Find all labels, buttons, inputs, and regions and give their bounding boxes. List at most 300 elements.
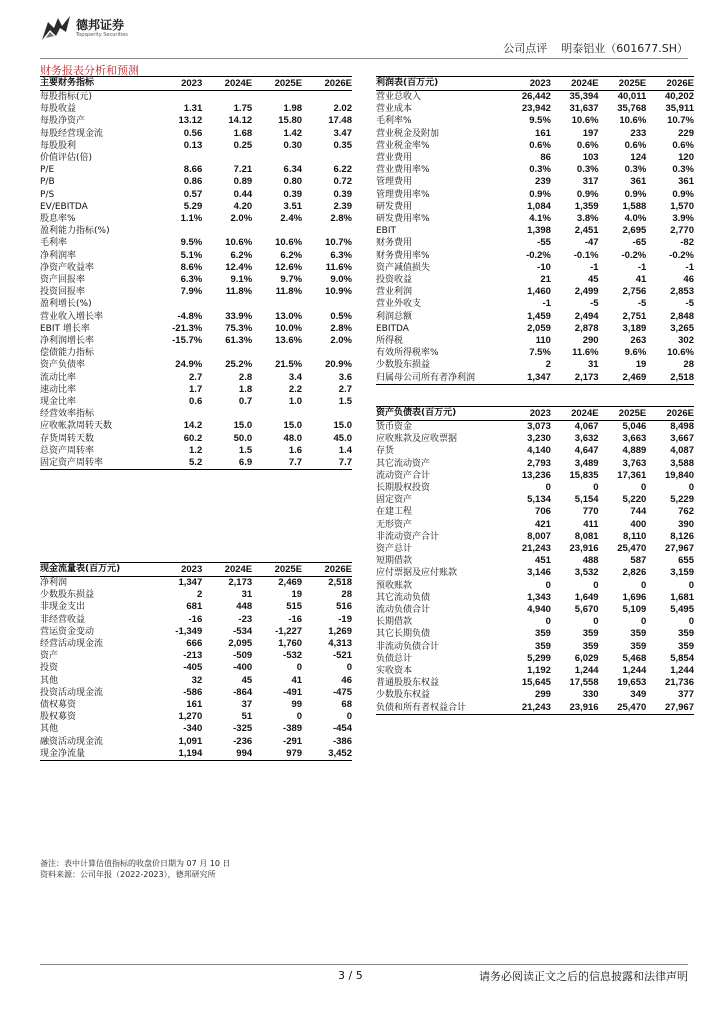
cell-value: 3.47 [333, 127, 352, 139]
cell-value: 31,637 [569, 103, 599, 115]
cell-value [202, 298, 252, 310]
row-label: EBITDA [376, 323, 409, 334]
cell-value: -16 [288, 613, 303, 625]
cell-value: 1.8 [238, 383, 253, 395]
table-row [376, 250, 694, 262]
table-row [376, 152, 694, 164]
cell-value [252, 225, 302, 237]
cell-value: -340 [183, 723, 203, 735]
table-row [376, 458, 694, 470]
cell-value: 17.48 [328, 115, 352, 127]
cell-value [152, 347, 202, 359]
cell-value: 1.5 [238, 444, 253, 456]
row-label: 存货 [376, 446, 395, 457]
row-label: 营业外收支 [376, 299, 422, 310]
table-row [376, 580, 694, 592]
cell-value: 0.9% [672, 188, 694, 200]
cell-value: 124 [630, 152, 647, 164]
table-row [40, 650, 352, 662]
cell-value: 0.9% [529, 188, 551, 200]
cell-value: 45 [241, 674, 253, 686]
cell-value: 23,916 [551, 702, 599, 715]
table-row [40, 626, 352, 638]
cell-value: 233 [630, 127, 647, 139]
table-row [376, 213, 694, 225]
cell-value: 2 [545, 359, 551, 371]
table-row [40, 176, 352, 188]
cell-value: -1 [542, 298, 551, 310]
cell-value: 229 [678, 127, 694, 139]
cell-value [302, 91, 352, 104]
brand-name-cn: 德邦证券 [76, 17, 125, 32]
row-label: EBIT [376, 226, 397, 237]
row-label: 固定资产 [376, 495, 413, 506]
table-row [40, 323, 352, 335]
cell-value: 3,763 [622, 457, 647, 469]
cell-value: 9.5% [180, 237, 203, 249]
cell-value: 0 [688, 482, 694, 494]
row-label: 负债和所有者权益合计 [376, 702, 503, 715]
cell-value: 4,940 [527, 604, 551, 616]
row-label: 资产回报率 [40, 275, 86, 286]
cell-value: 3,189 [622, 322, 647, 334]
cell-value: 0 [346, 662, 352, 674]
table-row [376, 335, 694, 347]
cell-value: -236 [233, 735, 253, 747]
cell-value: 317 [582, 176, 599, 188]
cell-value: 11.6% [572, 347, 599, 359]
table-row [376, 128, 694, 140]
cell-value: 8,081 [574, 530, 599, 542]
cell-value: 1,244 [574, 665, 599, 677]
table-row [376, 482, 694, 494]
cell-value [302, 298, 352, 310]
cell-value: 8,007 [527, 530, 551, 542]
cell-value: -5 [685, 298, 694, 310]
cell-value: 8,498 [670, 421, 694, 432]
cashflow-table [40, 562, 352, 761]
table-row [40, 225, 352, 237]
row-label: 毛利率 [40, 238, 68, 249]
table-row [40, 152, 352, 164]
indicators-table [40, 76, 352, 470]
cell-value: 2.8% [330, 213, 352, 225]
cell-value [152, 298, 202, 310]
row-label: 营业成本 [376, 104, 413, 115]
cell-value: 8,110 [623, 530, 647, 542]
table-row [376, 115, 694, 127]
cell-value: 4,087 [670, 445, 694, 457]
cell-value: 0.9% [576, 188, 599, 200]
table-row [376, 470, 694, 482]
cell-value: 10.6% [619, 115, 647, 127]
cell-value: 451 [535, 555, 551, 567]
cell-value [152, 408, 202, 420]
cell-value: 15.0 [283, 420, 303, 432]
cell-value: 0 [640, 616, 647, 628]
row-label: 每股指标(元) [40, 92, 93, 102]
cell-value: 4.0% [624, 213, 647, 225]
header-divider [40, 58, 688, 59]
cell-value: 655 [678, 555, 694, 567]
cell-value: 4.1% [529, 213, 551, 225]
cell-value: 3,667 [670, 433, 694, 445]
cell-value: 23,942 [521, 103, 551, 115]
table-header-row [40, 563, 352, 577]
table-row [376, 665, 694, 677]
cell-value: 0.3% [529, 164, 551, 176]
row-label: 财务费用率% [376, 250, 430, 261]
row-label: 净利润 [40, 578, 68, 588]
cell-value: 1,398 [527, 225, 551, 237]
cell-value: 2,793 [527, 457, 551, 469]
cell-value: 359 [678, 640, 694, 652]
row-label: 债权募资 [40, 700, 77, 711]
column-header: 2024E [551, 77, 599, 91]
cell-value: 7.7 [302, 457, 352, 470]
cell-value: 1,347 [503, 372, 551, 385]
brand-logo [40, 14, 128, 42]
cell-value: 3.6 [338, 371, 352, 383]
cell-value: 3,452 [302, 748, 352, 761]
cell-value: -15.7% [172, 335, 203, 347]
cell-value: 31 [241, 589, 253, 601]
row-label: 管理费用 [376, 177, 413, 188]
table-row [40, 420, 352, 432]
cell-value: 1,084 [527, 200, 551, 212]
cell-value: 9.7% [280, 274, 303, 286]
cell-value: 161 [186, 699, 203, 711]
cell-value [202, 225, 252, 237]
cell-value: 5,229 [670, 494, 694, 506]
cell-value: 7.9% [180, 286, 203, 298]
cell-value: 14.2 [183, 420, 203, 432]
cell-value: 0.6 [189, 396, 203, 408]
row-label: 投资活动现金流 [40, 687, 104, 698]
cell-value: 359 [630, 640, 647, 652]
company-name: 明泰铝业（601677.SH） [561, 42, 688, 55]
row-label: 营业费用率% [376, 165, 430, 176]
row-label: 净利润率 [40, 250, 77, 261]
cell-value: 6.2% [280, 249, 303, 261]
table-row [376, 628, 694, 640]
cell-value: 0 [688, 579, 694, 591]
table-row [40, 274, 352, 286]
cell-value: 5.29 [183, 200, 203, 212]
cell-value [252, 298, 302, 310]
row-label: 非流动资产合计 [376, 531, 440, 542]
cell-value: 377 [678, 689, 694, 701]
table-row [376, 311, 694, 323]
table-row [40, 103, 352, 115]
table-row [40, 286, 352, 298]
cell-value: 19 [291, 589, 303, 601]
column-header: 2025E [252, 77, 302, 91]
cell-value: 1.98 [283, 103, 303, 115]
cell-value: 2,173 [551, 372, 599, 385]
cell-value: 587 [630, 555, 647, 567]
table-row [40, 589, 352, 601]
cell-value: 3,230 [527, 433, 551, 445]
cell-value: 0.89 [233, 176, 253, 188]
cell-value: 0.39 [333, 188, 352, 200]
table-row [40, 723, 352, 735]
column-header: 2025E [252, 563, 302, 577]
table-row [376, 225, 694, 237]
row-label: 其它流动负债 [376, 592, 431, 603]
row-label: 实收资本 [376, 666, 413, 677]
cell-value: 13.12 [178, 115, 203, 127]
cell-value: 110 [535, 335, 551, 347]
cell-value: 28 [683, 359, 694, 371]
row-label: 每股经营现金流 [40, 128, 104, 139]
cell-value: 197 [582, 127, 599, 139]
cell-value: 8,126 [670, 530, 694, 542]
table-row [376, 555, 694, 567]
cell-value: 8.66 [183, 164, 203, 176]
cell-value: 1,649 [574, 591, 599, 603]
row-label: 股息率% [40, 214, 76, 225]
cell-value: 5,495 [670, 604, 694, 616]
row-label: 融资活动现金流 [40, 736, 104, 747]
cell-value: 1.4 [338, 444, 352, 456]
cell-value: 1,570 [670, 200, 694, 212]
cell-value: 21,736 [664, 677, 694, 689]
cell-value: 27,967 [646, 702, 694, 715]
table-row [40, 384, 352, 396]
row-label: 非流动负债合计 [376, 641, 440, 652]
cell-value: 11.8% [225, 286, 253, 298]
note-line: 备注：表中计算估值指标的收盘价日期为 07 月 10 日 [40, 859, 231, 868]
cell-value: 10.7% [667, 115, 694, 127]
cell-value: 1.6 [288, 444, 303, 456]
cell-value: 5,046 [622, 421, 647, 432]
cell-value: 421 [535, 518, 551, 530]
row-label: 净资产收益率 [40, 262, 95, 273]
table-row [376, 689, 694, 701]
table-row [40, 601, 352, 613]
row-label: 存货周转天数 [40, 433, 95, 444]
table-header-row [376, 77, 694, 91]
cell-value: -454 [332, 723, 352, 735]
cell-value: 99 [291, 699, 303, 711]
table-row [376, 592, 694, 604]
cell-value: 2.02 [333, 103, 352, 115]
cell-value: 0.35 [333, 139, 352, 151]
cell-value: 411 [583, 518, 599, 530]
cell-value: 0 [593, 482, 599, 494]
cell-value: 7.7 [252, 457, 302, 470]
cell-value: 23,916 [569, 543, 599, 555]
cell-value: 1.1% [180, 213, 203, 225]
cell-value: 1.68 [233, 127, 253, 139]
row-label: 投资 [40, 663, 59, 674]
cell-value: 994 [202, 748, 252, 761]
cell-value: 0 [593, 616, 599, 628]
income-statement-table [376, 76, 694, 385]
cell-value: -0.2% [526, 249, 551, 261]
cell-value: 515 [286, 601, 303, 613]
row-label: 财务费用 [376, 238, 413, 249]
balance-sheet-table [376, 406, 694, 715]
cell-value: 1.31 [183, 103, 203, 115]
cell-value: 1,244 [622, 665, 647, 677]
table-row [40, 298, 352, 310]
cell-value: 3.8% [576, 213, 599, 225]
cell-value: -0.1% [573, 249, 599, 261]
cell-value: 0.86 [183, 176, 203, 188]
cell-value: 2.4% [280, 213, 303, 225]
cell-value: -475 [332, 686, 352, 698]
column-header: 2023 [503, 407, 551, 421]
cell-value: 330 [582, 689, 599, 701]
row-label: 总资产周转率 [40, 445, 95, 456]
cell-value: 0.9% [624, 188, 647, 200]
row-label: 营运资金变动 [40, 626, 95, 637]
cell-value: 4,140 [527, 445, 551, 457]
row-label: 短期借款 [376, 556, 413, 567]
cell-value: 12.4% [225, 261, 253, 273]
cell-value: 21,243 [503, 702, 551, 715]
table-row [376, 323, 694, 335]
row-label: 价值评估(倍) [40, 153, 93, 164]
table-row [376, 347, 694, 359]
table-header-row [40, 77, 352, 91]
cell-value: 1,696 [622, 591, 647, 603]
cell-value: 2,853 [670, 286, 694, 298]
cell-value: -1 [637, 261, 647, 273]
cell-value: 770 [582, 506, 599, 518]
cell-value: 5,854 [670, 652, 694, 664]
cell-value: 10.6% [571, 115, 599, 127]
table-row [40, 711, 352, 723]
cell-value: -5 [637, 298, 647, 310]
row-label: EV/EBITDA [40, 201, 88, 212]
table-row [376, 103, 694, 115]
cell-value: 0 [688, 616, 694, 628]
table-row [376, 91, 694, 104]
cell-value: 666 [186, 638, 203, 650]
cell-value [252, 347, 302, 359]
table-row [376, 567, 694, 579]
cell-value: 31 [588, 359, 599, 371]
row-label: 投资回报率 [40, 287, 86, 298]
cell-value: 10.0% [275, 322, 303, 334]
row-label: 少数股东损益 [376, 360, 431, 371]
row-label: 毛利率% [376, 116, 412, 127]
cell-value: -213 [183, 650, 203, 662]
cell-value: 60.2 [183, 432, 203, 444]
cell-value: 13.0% [275, 310, 303, 322]
row-label: 其他 [40, 724, 59, 735]
cell-value: 2,826 [622, 567, 647, 579]
cell-value: 2,499 [574, 286, 599, 298]
cell-value: 10.6% [667, 347, 694, 359]
cell-value: 1,760 [278, 638, 303, 650]
cell-value [152, 225, 202, 237]
cell-value: 1,269 [328, 625, 352, 637]
table-row [376, 531, 694, 543]
cell-value: 161 [535, 127, 551, 139]
cell-value: 27,967 [664, 543, 694, 555]
table-row [40, 577, 352, 590]
row-label: 利润总额 [376, 311, 413, 322]
cell-value: 0.39 [283, 188, 303, 200]
table-row [40, 164, 352, 176]
cell-value: 20.9% [325, 359, 352, 371]
cell-value: 0.30 [283, 139, 303, 151]
table-row [40, 262, 352, 274]
table-row [376, 359, 694, 371]
row-label: P/E [40, 165, 55, 176]
cell-value: 359 [678, 628, 694, 640]
cell-value: 1,091 [178, 735, 203, 747]
cell-value: 9.1% [230, 274, 253, 286]
column-header: 2023 [152, 77, 202, 91]
cell-value: 28 [341, 589, 352, 601]
cell-value: 359 [535, 628, 551, 640]
cell-value: 1,359 [574, 200, 599, 212]
cell-value: 9.0% [330, 274, 352, 286]
row-label: 其它流动资产 [376, 458, 431, 469]
table-row [376, 372, 694, 385]
cell-value: 3,265 [670, 322, 694, 334]
cell-value: 86 [540, 152, 551, 164]
row-label: EBIT 增长率 [40, 323, 90, 334]
row-label: 偿债能力指标 [40, 348, 95, 359]
cell-value: 8.6% [180, 261, 203, 273]
table-row [376, 298, 694, 310]
column-header: 2023 [152, 563, 202, 577]
cell-value: 3,159 [670, 567, 694, 579]
cell-value: 4,067 [574, 421, 599, 432]
table-row [40, 675, 352, 687]
table-title: 主要财务指标 [40, 77, 152, 91]
cell-value [202, 408, 252, 420]
cell-value: 50.0 [233, 432, 253, 444]
cell-value: 0.6% [576, 139, 599, 151]
cell-value: -0.2% [669, 249, 694, 261]
table-row [40, 372, 352, 384]
cell-value: -389 [283, 723, 303, 735]
cell-value: 359 [582, 628, 599, 640]
cell-value: 0 [593, 579, 599, 591]
row-label: 资产减值损失 [376, 262, 431, 273]
cell-value: -16 [188, 613, 203, 625]
cell-value: 2,878 [574, 322, 599, 334]
cell-value: 7.21 [233, 164, 253, 176]
cell-value [252, 408, 302, 420]
cell-value: 19 [635, 359, 647, 371]
table-row [40, 140, 352, 152]
cell-value: 35,911 [665, 103, 694, 115]
cell-value: 17,558 [569, 677, 599, 689]
row-label: 预收账款 [376, 580, 413, 591]
cell-value: -405 [183, 662, 203, 674]
row-label: 负债总计 [376, 653, 413, 664]
cell-value: 1.42 [283, 127, 303, 139]
table-row [376, 274, 694, 286]
cell-value: -5 [590, 298, 599, 310]
table-row [40, 311, 352, 323]
cell-value: -400 [233, 662, 253, 674]
row-label: 资产 [40, 651, 59, 662]
cell-value: 2.0% [330, 335, 352, 347]
table-row [376, 433, 694, 445]
cell-value: 302 [678, 335, 694, 347]
table-title: 利润表(百万元) [376, 77, 503, 91]
table-row [40, 115, 352, 127]
